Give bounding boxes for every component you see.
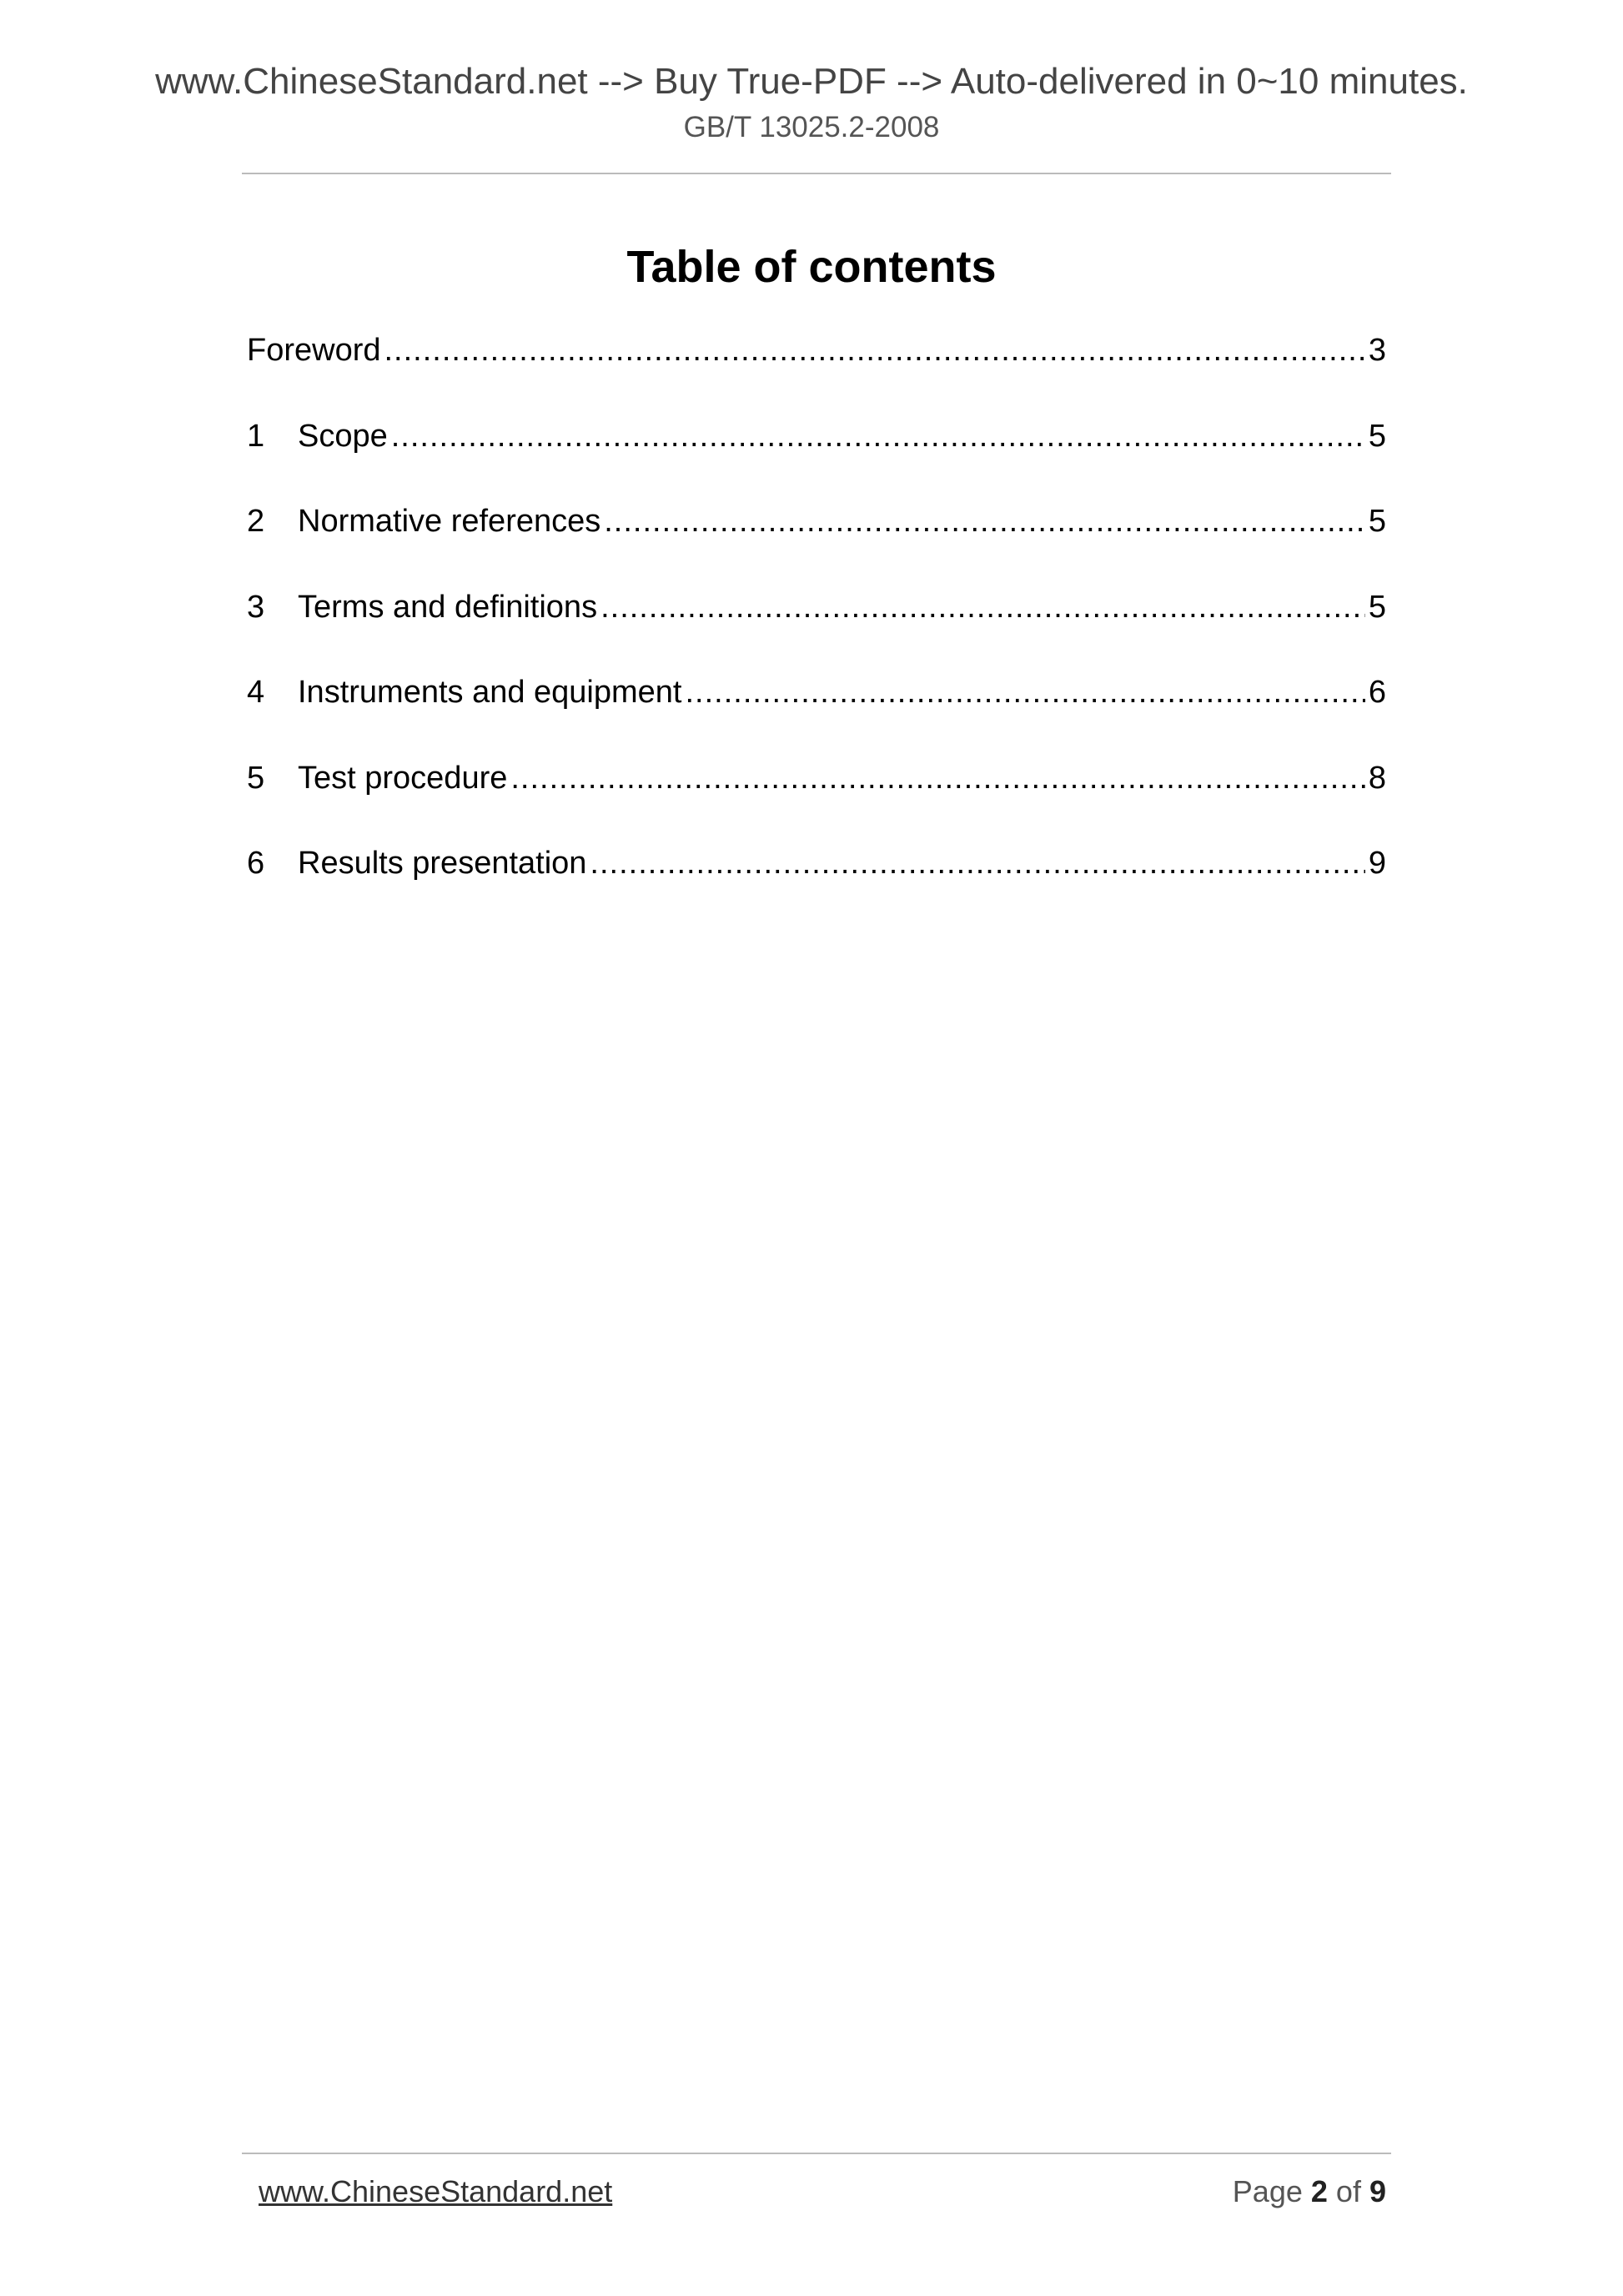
toc-entry-title: Results presentation: [298, 846, 587, 881]
toc-dot-leader: [590, 838, 1364, 888]
toc-entry-normative-references[interactable]: [247, 496, 1386, 582]
toc-list: [247, 325, 1386, 924]
footer-page-prefix: Page: [1232, 2174, 1303, 2208]
toc-entry-page: 5: [1368, 418, 1386, 454]
footer-total-pages: 9: [1369, 2174, 1386, 2208]
toc-entry-page: 3: [1368, 333, 1386, 368]
toc-entry-page: 5: [1368, 504, 1386, 539]
page-footer: [259, 2167, 1386, 2217]
toc-entry-results-presentation[interactable]: [247, 838, 1386, 924]
toc-entry-title: Normative references: [298, 504, 601, 539]
toc-entry-page: 8: [1368, 760, 1386, 796]
toc-entry-number: 5: [247, 760, 265, 796]
toc-entry-title: Scope: [298, 418, 388, 454]
toc-entry-title: Instruments and equipment: [298, 675, 682, 710]
footer-page-of: of: [1335, 2174, 1361, 2208]
toc-entry-number: 6: [247, 846, 265, 881]
footer-website-link[interactable]: www.ChineseStandard.net: [259, 2174, 613, 2208]
toc-dot-leader: [604, 496, 1365, 546]
toc-title: Table of contents: [626, 242, 997, 292]
toc-entry-page: 5: [1368, 589, 1386, 625]
toc-entry-scope[interactable]: [247, 411, 1386, 497]
toc-entry-page: 9: [1368, 846, 1386, 881]
toc-entry-number: 2: [247, 504, 265, 539]
toc-entry-foreword[interactable]: [247, 325, 1386, 411]
toc-entry-terms-and-definitions[interactable]: [247, 582, 1386, 668]
footer-current-page: 2: [1310, 2174, 1328, 2208]
toc-entry-number: 1: [247, 418, 265, 454]
toc-dot-leader: [600, 582, 1365, 632]
header-divider: [242, 173, 1391, 174]
footer-page-indicator: [1233, 2167, 1386, 2217]
header-banner-text: www.ChineseStandard.net --> Buy True-PDF --> Auto-delivered in 0~10 minutes.: [155, 61, 1468, 102]
toc-dot-leader: [510, 753, 1364, 803]
toc-entry-title: Foreword: [247, 333, 381, 368]
toc-dot-leader: [686, 667, 1365, 717]
toc-dot-leader: [391, 411, 1365, 461]
footer-divider: [242, 2153, 1391, 2154]
toc-entry-page: 6: [1368, 675, 1386, 710]
header-standard-number: GB/T 13025.2-2008: [683, 111, 940, 143]
toc-entry-number: 4: [247, 675, 265, 710]
toc-entry-test-procedure[interactable]: [247, 753, 1386, 839]
toc-entry-number: 3: [247, 589, 265, 625]
toc-dot-leader: [384, 325, 1365, 375]
page-header: [0, 60, 1623, 147]
toc-entry-instruments-and-equipment[interactable]: [247, 667, 1386, 753]
toc-entry-title: Terms and definitions: [298, 589, 598, 625]
toc-entry-title: Test procedure: [298, 760, 508, 796]
